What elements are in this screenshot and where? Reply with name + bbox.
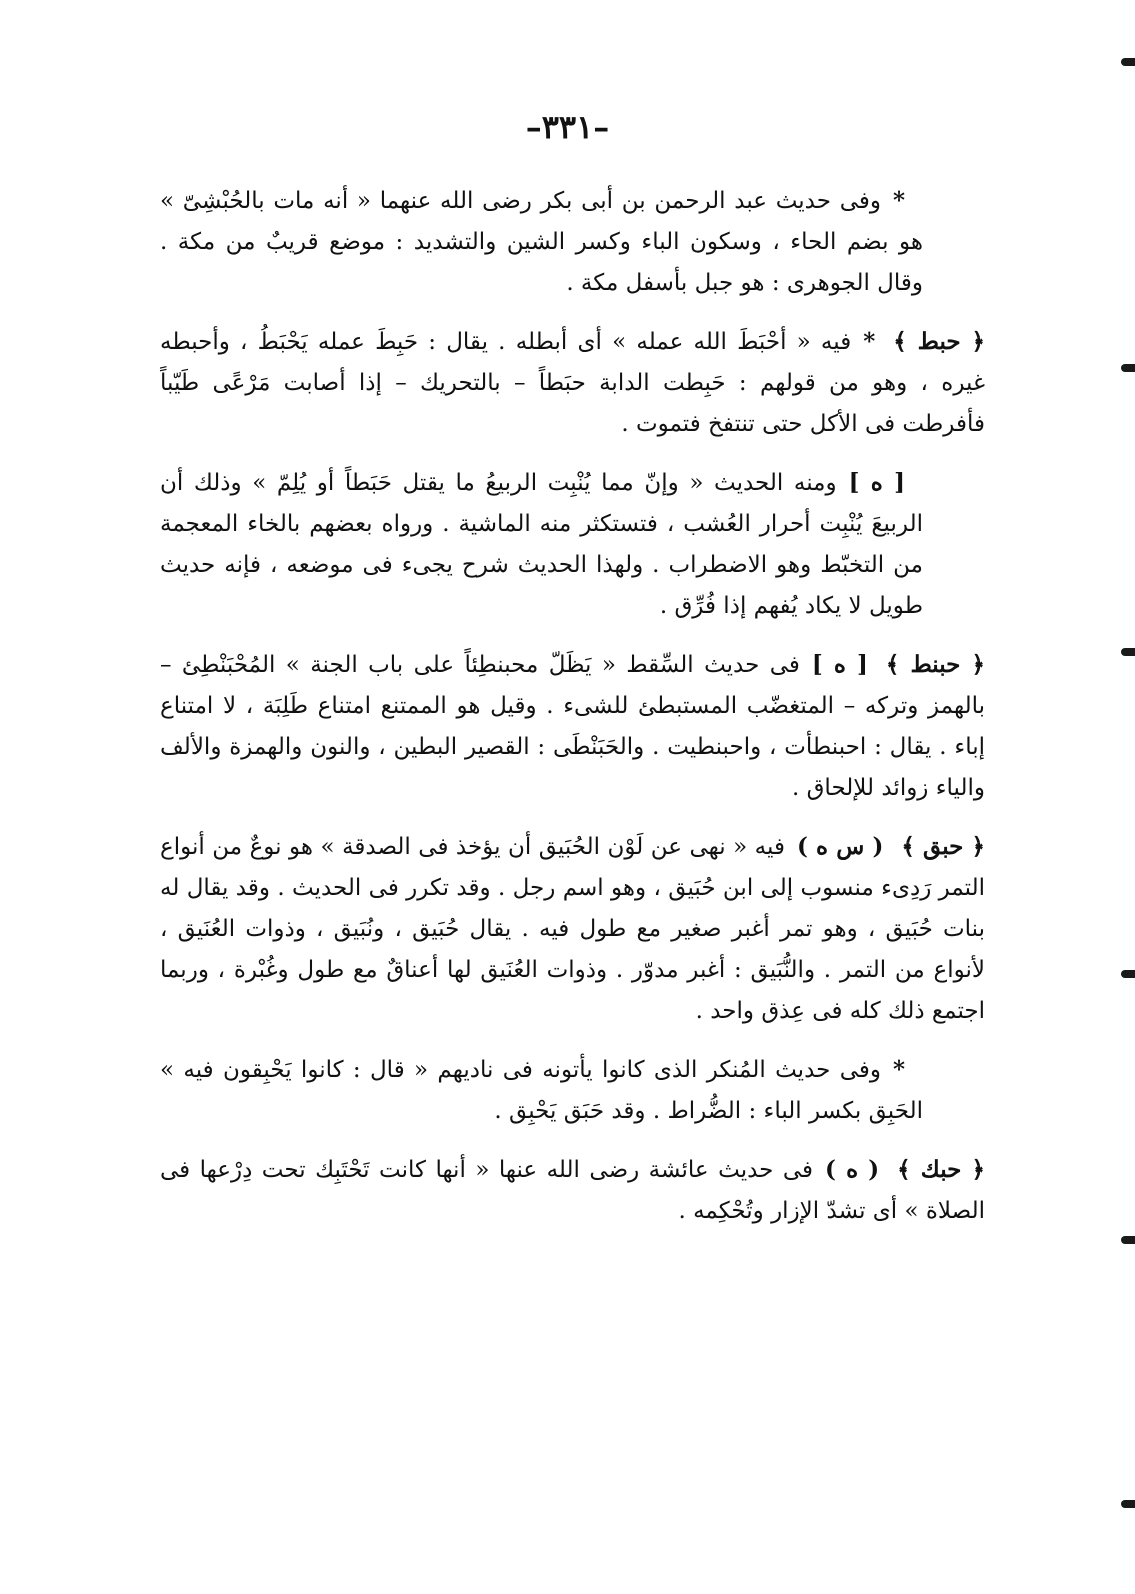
scan-edge-mark xyxy=(1121,58,1135,66)
scan-edge-mark xyxy=(1121,1236,1135,1244)
entry-text: فيه « أحْبَطَ الله عمله » أى أبطله . يقال : حَبِطَ عمله يَحْبَطُ ، وأحبطه غيره ، وهو من قولهم : حَبِطت الدابة حبَطاً – بالتحريك – إذا أصابت مَرْعًى طَيّباً فأفرطت فى الأكل حتى تنتفخ فتموت . xyxy=(160,329,985,437)
entry-habaq xyxy=(160,826,985,1032)
entry-habantat xyxy=(160,644,985,809)
entry-marker: * xyxy=(892,187,905,214)
entry-marker: ( س ه ) xyxy=(796,833,884,860)
entry-habaq-hadith xyxy=(160,1049,985,1132)
entry-headword: ﴿ حبنط ﴾ xyxy=(885,651,985,678)
entry-headword: ﴿ حبك ﴾ xyxy=(897,1156,985,1183)
scan-edge-mark xyxy=(1121,648,1135,656)
scan-edge-mark xyxy=(1121,1500,1135,1508)
entry-habashi xyxy=(160,180,985,304)
entry-marker: ( ه ) xyxy=(825,1156,880,1183)
entry-habat-hadith xyxy=(160,462,985,627)
entry-text: ومنه الحديث « وإنّ مما يُنْبِت الربيعُ ما يقتل حَبَطاً أو يُلِمّ » وذلك أن الربيعَ يُنْبِت أحرار العُشب ، فتستكثر منه الماشية . ورواه بعضهم بالخاء المعجمة من التخبّط وهو الاضطراب . ولهذا الحديث شرح يجىء فى موضعه ، فإنه حديث طويل لا يكاد يُفهم إذا فُرِّق . xyxy=(160,470,923,619)
entry-text: فى حديث السِّقط « يَظَلّ محبنطِئاً على باب الجنة » المُحْبَنْطِئ – بالهمز وتركه – المتغضّب المستبطئ للشىء . وقيل هو الممتنع امتناع طَلِبَة ، لا امتناع إباء . يقال : احبنطأت ، واحبنطيت . والحَبَنْطَى : القصير البطين ، والنون والهمزة والألف والياء زوائد للإلحاق . xyxy=(160,652,985,801)
entry-marker: * xyxy=(863,328,876,355)
entry-text: وفى حديث عبد الرحمن بن أبى بكر رضى الله عنهما « أنه مات بالحُبْشِىّ » هو بضم الحاء ، وسكون الباء وكسر الشين والتشديد : موضع قريبٌ من مكة . وقال الجوهرى : هو جبل بأسفل مكة . xyxy=(160,188,923,296)
entry-headword: ﴿ حبط ﴾ xyxy=(893,328,985,355)
entry-marker: [ ه ] xyxy=(848,469,905,496)
page-number: –٣٣١– xyxy=(525,108,610,146)
entry-text: وفى حديث المُنكر الذى كانوا يأتونه فى ناديهم « قال : كانوا يَحْبِقون فيه » الحَبِق بكسر الباء : الضُّراط . وقد حَبَق يَحْبِق . xyxy=(160,1057,923,1124)
entry-marker: [ ه ] xyxy=(811,651,868,678)
dictionary-text xyxy=(160,180,985,1232)
entry-habat xyxy=(160,321,985,445)
scan-edge-mark xyxy=(1121,970,1135,978)
entry-text: فيه « نهى عن لَوْن الحُبَيق أن يؤخذ فى الصدقة » هو نوعٌ من أنواع التمر رَدِىء منسوب إلى ابن حُبَيق ، وهو اسم رجل . وقد تكرر فى الحديث . وقد يقال له بنات حُبَيق ، وهو تمر أغبر صغير مع طول فيه . يقال حُبَيق ، ونُبَيق ، وذوات العُنَيق ، لأنواع من التمر . والنُّبَيق : أغبر مدوّر . وذوات العُنَيق لها أعناقٌ مع طول وغُبْرة ، وربما اجتمع ذلك كله فى عِذق واحد . xyxy=(160,834,985,1024)
entry-marker: * xyxy=(892,1056,905,1083)
entry-habak xyxy=(160,1149,985,1232)
entry-text: فى حديث عائشة رضى الله عنها « أنها كانت تَحْتَبِك تحت دِرْعها فى الصلاة » أى تشدّ الإزار وتُحْكِمه . xyxy=(160,1157,985,1224)
entry-headword: ﴿ حبق ﴾ xyxy=(901,833,985,860)
scan-edge-mark xyxy=(1121,364,1135,372)
